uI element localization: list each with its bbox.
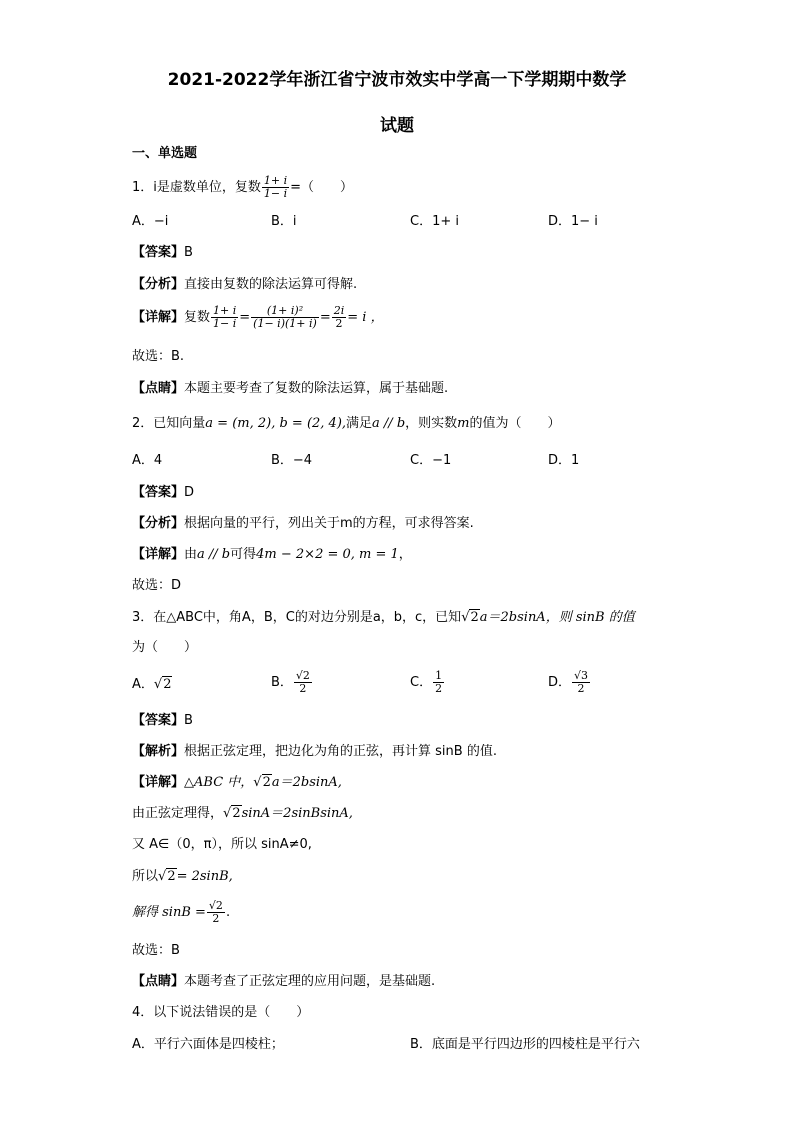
q3-detail-3: 又 A∈（0，π），所以 sinA≠0, bbox=[132, 837, 312, 852]
q4-option-a: A．平行六面体是四棱柱； bbox=[132, 1037, 284, 1052]
question-2-stem: 2．已知向量a = (m, 2), b = (2, 4),满足a // b，则实数m的值为（ ） bbox=[132, 416, 561, 431]
question-3-stem-line2: 为（ ） bbox=[132, 640, 198, 655]
q1-analysis: 【分析】直接由复数的除法运算可得解. bbox=[132, 277, 358, 292]
q1-detail-frac-3: $\frac{2i}{2}$ bbox=[333, 304, 345, 330]
q2-option-c: C．−1 bbox=[410, 453, 452, 468]
q1-choose: 故选：B. bbox=[132, 349, 185, 364]
q1-option-c: C．1+ i bbox=[410, 214, 459, 229]
q1-detail-frac-1: $\frac{1+ i}{1- i}$ bbox=[213, 304, 237, 330]
section-heading: 一、单选题 bbox=[132, 146, 198, 161]
q3-choose: 故选：B bbox=[132, 943, 180, 958]
question-1-stem bbox=[132, 175, 353, 200]
q1-stem-end: =（ ） bbox=[290, 180, 354, 195]
q1-option-b: B．i bbox=[271, 214, 297, 229]
q3-detail-1: 【详解】△ABC 中，√2a＝2bsinA, bbox=[132, 775, 342, 790]
q2-option-a: A．4 bbox=[132, 453, 163, 468]
page-title: 2021-2022学年浙江省宁波市效实中学高一下学期期中数学 bbox=[167, 70, 627, 90]
q1-detail-frac-2: $\frac{\text{(1+ i)²}}{(1- i)(1+ i)}$ bbox=[253, 304, 317, 330]
q2-option-b: B．−4 bbox=[271, 453, 313, 468]
q3-comment: 【点睛】本题考查了正弦定理的应用问题，是基础题. bbox=[132, 974, 436, 989]
q3-detail-2: 由正弦定理得，√2sinA＝2sinBsinA, bbox=[132, 806, 353, 821]
q3-detail-5: 解得 sinB = $\frac{√2}{2}$ . bbox=[132, 899, 231, 925]
q1-option-a: A．−i bbox=[132, 214, 169, 229]
q2-detail: 【详解】由a // b可得4m − 2×2 = 0, m = 1， bbox=[132, 547, 412, 562]
q2-equation: 4m − 2×2 = 0, m = 1 bbox=[256, 547, 399, 562]
q2-parallel: a // b bbox=[372, 416, 406, 431]
q1-option-d: D．1− i bbox=[548, 214, 598, 229]
question-3-stem: 3．在△ABC中，角A，B，C的对边分别是a，b，c，已知√2a＝2bsinA，则 sinB 的值 bbox=[132, 610, 635, 625]
q3-analysis: 【解析】根据正弦定理，把边化为角的正弦，再计算 sinB 的值. bbox=[132, 744, 497, 759]
q1-detail: 【详解】复数 $\frac{1+ i}{1- i}$ = $\frac{\text{(1+ i)²}}{(1- i)(1+ i)}$ = $\frac{2i}{2}$ = i ， bbox=[132, 304, 384, 330]
q1-comment: 【点睛】本题主要考查了复数的除法运算，属于基础题. bbox=[132, 381, 449, 396]
q3-option-a: A．√2 bbox=[132, 677, 172, 692]
question-4-stem: 4．以下说法错误的是（ ） bbox=[132, 1005, 310, 1020]
q3-option-b: B． $\frac{√2}{2}$ bbox=[271, 669, 310, 695]
q2-analysis: 【分析】根据向量的平行，列出关于m的方程，可求得答案. bbox=[132, 516, 474, 531]
q2-answer: 【答案】D bbox=[132, 485, 195, 500]
q1-stem-text: 1．i是虚数单位，复数 bbox=[132, 180, 261, 195]
q3-option-d: D． $\frac{√3}{2}$ bbox=[548, 669, 589, 695]
q3-detail-4: 所以√2= 2sinB, bbox=[132, 869, 233, 884]
q4-option-b: B．底面是平行四边形的四棱柱是平行六 bbox=[410, 1037, 640, 1052]
q2-choose: 故选：D bbox=[132, 578, 182, 593]
q2-option-d: D．1 bbox=[548, 453, 580, 468]
q3-answer: 【答案】B bbox=[132, 713, 193, 728]
page-title-line2: 试题 bbox=[380, 116, 414, 136]
q2-vectors: a = (m, 2), b = (2, 4), bbox=[205, 416, 347, 431]
q3-option-c: C． $\frac{1}{2}$ bbox=[410, 669, 443, 695]
q1-fraction: $\frac{1+ i}{1- i}$ bbox=[263, 174, 288, 200]
q1-answer: 【答案】B bbox=[132, 245, 193, 260]
